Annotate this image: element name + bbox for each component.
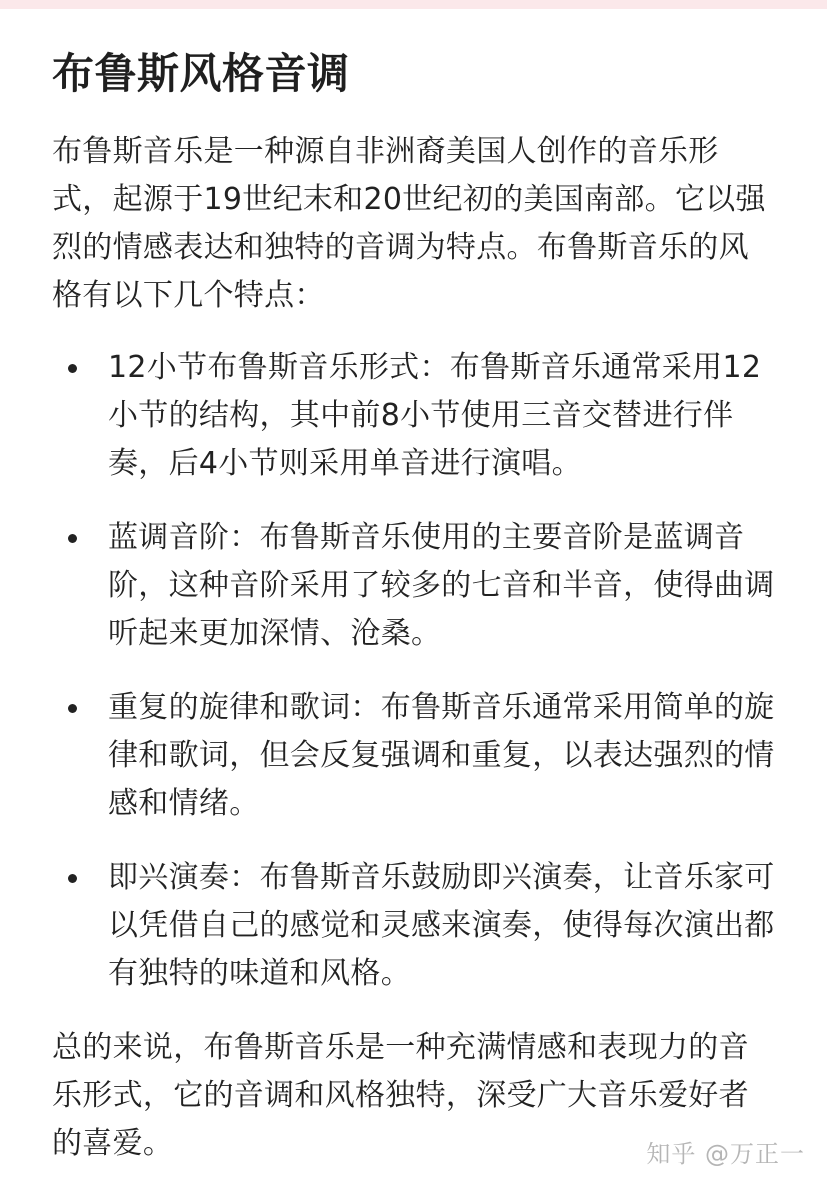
intro-paragraph: 布鲁斯音乐是一种源自非洲裔美国人创作的音乐形式，起源于19世纪末和20世纪初的美国南部。它以强烈的情感表达和独特的音调为特点。布鲁斯音乐的风格有以下几个特点：: [52, 134, 766, 313]
bullet-dot-icon: [68, 534, 77, 543]
list-item: [52, 514, 777, 658]
list-item-text: 即兴演奏：布鲁斯音乐鼓励即兴演奏，让音乐家可以凭借自己的感觉和灵感来演奏，使得每次演出都有独特的味道和风格。: [108, 860, 775, 991]
feature-list: [52, 344, 777, 998]
bullet-dot-icon: [68, 874, 77, 883]
list-item: [52, 344, 777, 488]
list-item: [52, 684, 777, 828]
list-item-text: 12小节布鲁斯音乐形式：布鲁斯音乐通常采用12小节的结构，其中前8小节使用三音交替进行伴奏，后4小节则采用单音进行演唱。: [108, 350, 762, 481]
list-item-text: 蓝调音阶：布鲁斯音乐使用的主要音阶是蓝调音阶，这种音阶采用了较多的七音和半音，使得曲调听起来更加深情、沧桑。: [108, 520, 775, 651]
bullet-dot-icon: [68, 364, 77, 373]
list-item-text: 重复的旋律和歌词：布鲁斯音乐通常采用简单的旋律和歌词，但会反复强调和重复，以表达强烈的情感和情绪。: [108, 690, 775, 821]
article-title: 布鲁斯风格音调: [52, 49, 350, 98]
top-accent-bar: [0, 0, 827, 9]
zhihu-watermark: 知乎 @万正一: [646, 1140, 805, 1168]
bullet-dot-icon: [68, 704, 77, 713]
list-item: [52, 854, 777, 998]
article-body: [52, 44, 777, 1168]
summary-paragraph: 总的来说，布鲁斯音乐是一种充满情感和表现力的音乐形式，它的音调和风格独特，深受广大音乐爱好者的喜爱。: [52, 1030, 749, 1161]
